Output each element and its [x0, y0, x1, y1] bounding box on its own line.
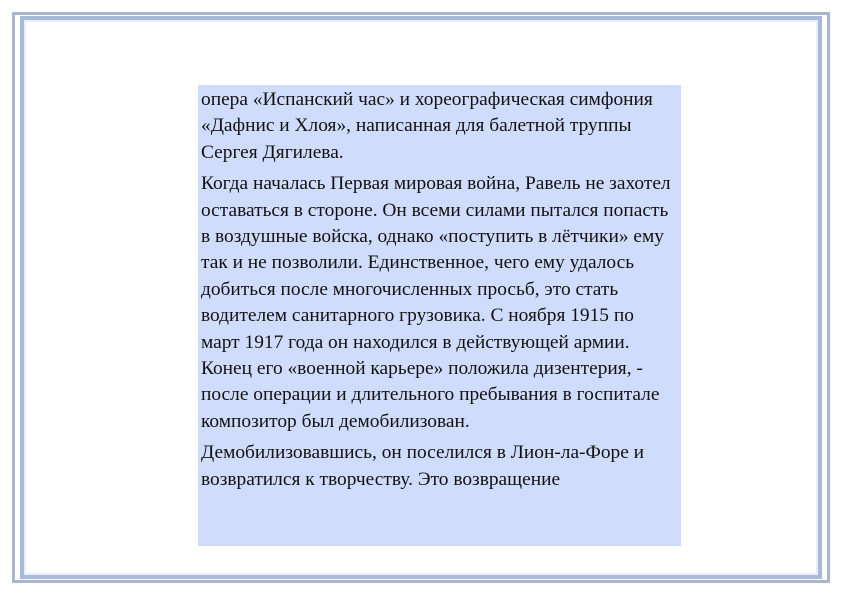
paragraph: Демобилизовавшись, он поселился в Лион-ла-Форе и возвратился к творчеству. Это возвращение	[201, 442, 645, 490]
paragraph: Когда началась Первая мировая война, Равель не захотел оставаться в стороне. Он всеми силами пытался попасть в воздушные войска, однако «поступить в лётчики» ему так и не позволили. Единственное, чего ему удалось добиться после многочисленных просьб, это стать водителем санитарного грузовика. С ноября 1915 по март 1917 года он находился в действующей армии. Конец его «военной карьере» положила дизентерия, - после операции и длительного пребывания в госпитале композитор был демобилизован.	[201, 173, 671, 432]
paragraph: опера «Испанский час» и хореографическая симфония «Дафнис и Хлоя», написанная для балетной труппы Сергея Дягилева.	[201, 89, 653, 163]
text-block	[198, 85, 681, 546]
